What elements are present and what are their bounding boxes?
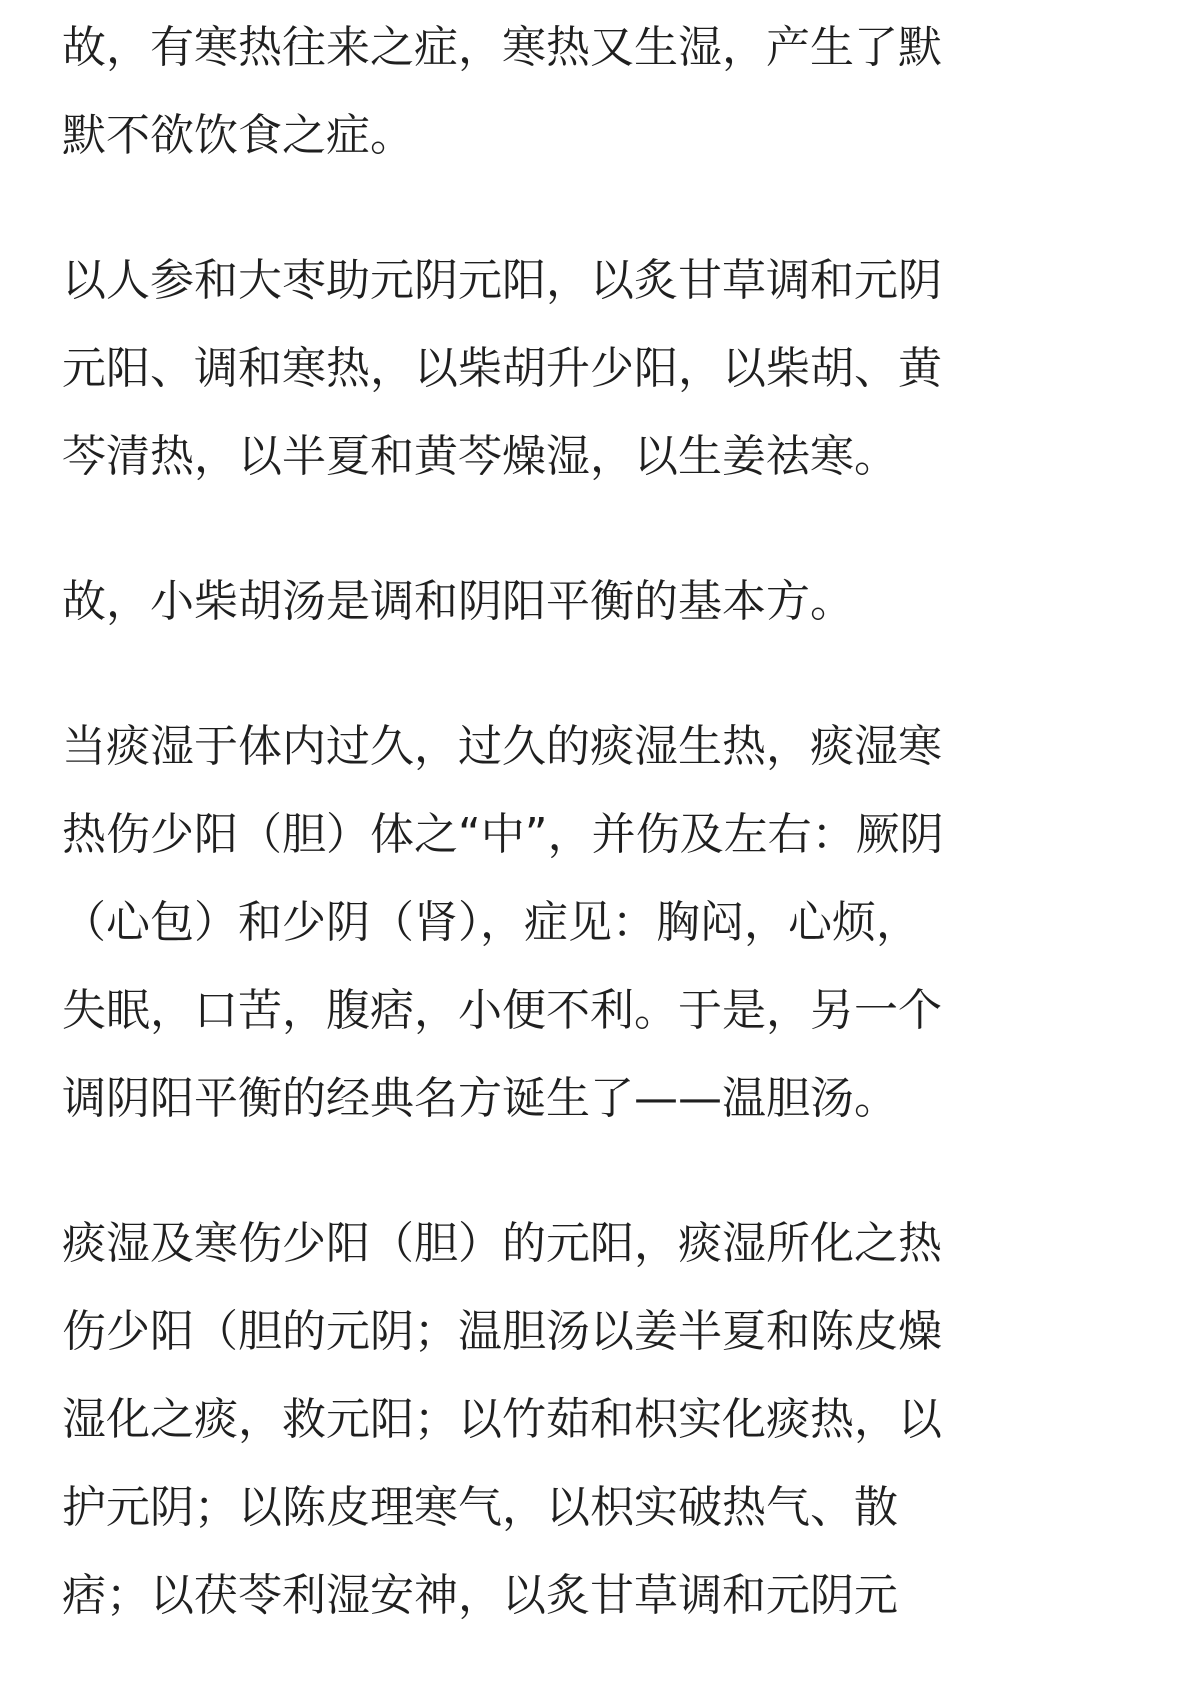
text-line: 护元阴；以陈皮理寒气，以枳实破热气、散 (62, 1482, 898, 1533)
text-line: （心包）和少阴（肾），症见：胸闷，心烦， (62, 897, 920, 948)
text-line: 默不欲饮食之症。 (62, 110, 414, 161)
paragraph-2 (62, 237, 1062, 501)
text-line: 故，小柴胡汤是调和阴阳平衡的基本方。 (62, 576, 854, 627)
text-line: 当痰湿于体内过久，过久的痰湿生热，痰湿寒 (62, 721, 942, 772)
text-line: 元阳、调和寒热，以柴胡升少阳，以柴胡、黄 (62, 343, 942, 394)
paragraph-3 (62, 558, 1062, 646)
article-body (62, 4, 1062, 1697)
text-line: 以人参和大枣助元阴元阳，以炙甘草调和元阴 (62, 255, 942, 306)
text-line: 痞；以茯苓利湿安神，以炙甘草调和元阴元 (62, 1570, 898, 1621)
text-line: 伤少阳（胆的元阴；温胆汤以姜半夏和陈皮燥 (62, 1306, 942, 1357)
text-line: 痰湿及寒伤少阳（胆）的元阳，痰湿所化之热 (62, 1218, 942, 1269)
text-line: 湿化之痰，救元阳；以竹茹和枳实化痰热，以 (62, 1394, 942, 1445)
paragraph-5 (62, 1200, 1062, 1640)
text-line: 调阴阳平衡的经典名方诞生了——温胆汤。 (62, 1073, 898, 1124)
paragraph-1 (62, 4, 1062, 180)
text-line: 芩清热，以半夏和黄芩燥湿，以生姜祛寒。 (62, 431, 898, 482)
paragraph-4 (62, 703, 1062, 1143)
text-line: 故，有寒热往来之症，寒热又生湿，产生了默 (62, 22, 942, 73)
text-line: 失眠，口苦，腹痞，小便不利。于是，另一个 (62, 985, 942, 1036)
text-line: 热伤少阳（胆）体之“中”，并伤及左右：厥阴 (62, 809, 944, 860)
